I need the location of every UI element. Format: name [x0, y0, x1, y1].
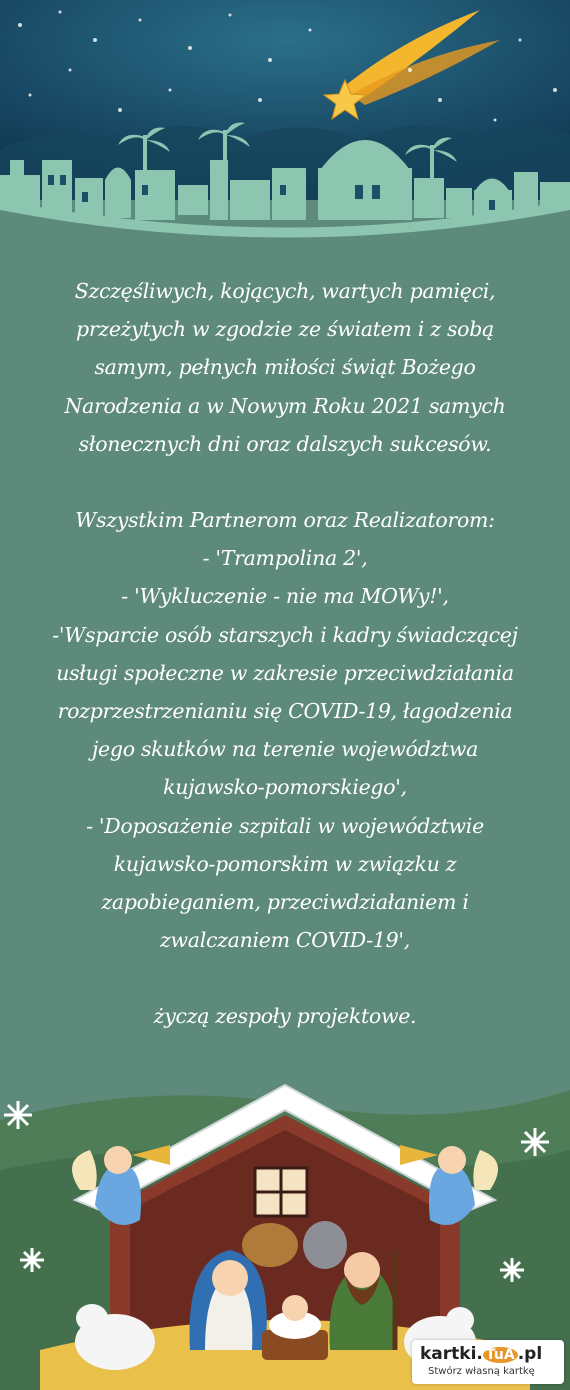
project-line: kujawsko-pomorskiego', — [163, 775, 407, 800]
greeting-line: Narodzenia a w Nowym Roku 2021 samych — [64, 393, 506, 418]
greeting-line: samym, pełnych miłości świąt Bożego — [94, 355, 476, 380]
logo-brand-right: .pl — [517, 1344, 543, 1364]
logo-brand-mid: TuA — [483, 1347, 518, 1363]
bethlehem-night-scene — [0, 0, 570, 250]
logo-brand — [420, 1344, 542, 1364]
partners-heading: Wszystkim Partnerom oraz Realizatorom: — [75, 508, 495, 533]
ox — [242, 1223, 298, 1267]
donkey — [303, 1221, 347, 1269]
greeting-message — [0, 272, 570, 1036]
greeting-line: Szczęśliwych, kojących, wartych pamięci, — [74, 279, 496, 303]
project-line: zapobieganiem, przeciwdziałaniem i — [101, 890, 469, 915]
project-line: usługi społeczne w zakresie przeciwdziałania — [56, 660, 514, 685]
greeting-line: słonecznych dni oraz dalszych sukcesów. — [78, 431, 492, 456]
logo-tagline: Stwórz własną kartkę — [428, 1366, 535, 1377]
project-line: zwalczaniem COVID-19', — [160, 928, 410, 953]
greeting-line: przeżytych w zgodzie ze światem i z sobą — [76, 317, 494, 342]
project-line: jego skutków na terenie województwa — [91, 737, 479, 762]
project-line: - 'Doposażenie szpitali w województwie — [86, 813, 484, 838]
logo-brand-left: kartki. — [420, 1344, 483, 1364]
project-line: -'Wsparcie osób starszych i kadry świadczącej — [52, 622, 518, 647]
project-line: - 'Wykluczenie - nie ma MOWy!', — [121, 584, 449, 609]
project-line: kujawsko-pomorskim w związku z — [113, 851, 457, 876]
kartki-tua-logo[interactable] — [412, 1340, 564, 1384]
signature: życzą zespoły projektowe. — [153, 1004, 417, 1029]
project-line: rozprzestrzenianiu się COVID-19, łagodzenia — [57, 699, 513, 724]
project-line: - 'Trampolina 2', — [202, 546, 368, 571]
